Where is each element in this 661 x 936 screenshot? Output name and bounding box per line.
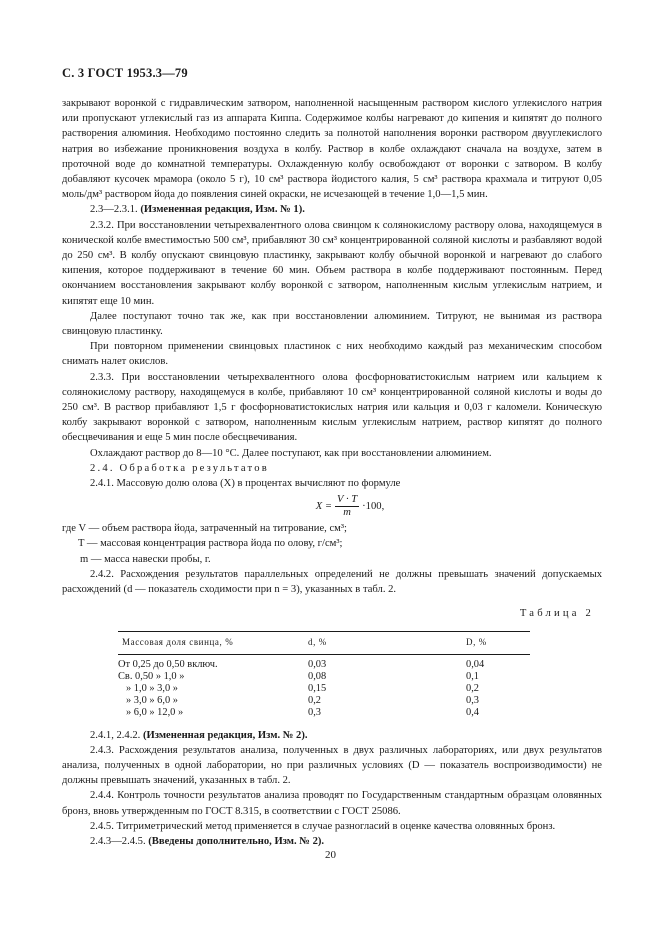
table-cell: 0,08: [308, 670, 327, 682]
formula-rhs: ·100,: [362, 500, 385, 512]
formula: [98, 491, 602, 521]
document-body: [62, 96, 602, 849]
table-cell: » 3,0 » 6,0 »: [126, 695, 178, 707]
table-header-lead: Массовая доля свинца, %: [118, 631, 288, 654]
table-row: [118, 683, 530, 695]
paragraph-2-3-1: [62, 202, 602, 217]
formula-fraction: [335, 494, 359, 519]
table-cell: От 0,25 до 0,50 включ.: [118, 658, 218, 670]
clause-number: 2.4.3—2.4.5.: [90, 835, 149, 847]
table-cell: 0,3: [466, 695, 479, 707]
table-cell: 0,15: [308, 682, 327, 694]
table-cell: 0,3: [308, 707, 321, 719]
table-cell: 0,4: [466, 707, 479, 719]
table-cell: » 1,0 » 3,0 »: [126, 682, 178, 694]
paragraph-plate-reuse: При повторном применении свинцовых пластинок с них необходимо каждый раз механическим способом снимать налет окислов.: [62, 341, 602, 368]
paragraph-2-4-2: 2.4.2. Расхождения результатов параллельных определений не должны превышать значений допускаемых расхождений (d — показатель сходимости при n = 3), указанных в табл. 2.: [62, 568, 602, 596]
paragraph-2-4-5: 2.4.5. Титриметрический метод применяется в случае разногласий в оценке качества оловянных бронз.: [90, 820, 556, 832]
table-cell: 0,2: [308, 695, 321, 707]
table-caption: Таблица 2: [519, 608, 594, 620]
amendment-note: (Измененная редакция, Изм. № 1).: [140, 204, 305, 216]
legend-v: где V — объем раствора йода, затраченный на титрование, см³;: [62, 523, 347, 535]
paragraph-titration-note: Далее поступают точно так же, как при восстановлении алюминием. Титруют, не вынимая из раствора свинцовую пластинку.: [62, 310, 602, 338]
table-cell: » 6,0 » 12,0 »: [126, 707, 184, 719]
section-heading-2-4: 2.4. Обработка результатов: [90, 462, 269, 474]
paragraph-continuation: закрывают воронкой с гидравлическим затвором, наполненной насыщенным раствором кислого углекислого натрия или пропускают углекислый газ из аппарата Киппа. Содержимое колбы нагревают до кипения и кипятят до полного растворения алюминия. Необходимо постоянно следить за полнотой наполнения воронки раствором двууглекислого натрия во избежание проникновения воздуха в колбу. Раствор в колбе охлаждают сначала на воздухе, затем в проточной воде до комнатной температуры. Охлажденную колбу освобождают от воронки с затвором. В колбу добавляют кусочек мрамора (около 5 г), 10 см³ раствора йодистого калия, 5 см³ раствора крахмала и титруют 0,05 моль/дм³ раствором йода до появления синей окраски, не исчезающей в течение 1,0—1,5 мин.: [62, 98, 602, 201]
paragraph-2-4-3: 2.4.3. Расхождения результатов анализа, полученных в двух различных лабораториях, или двух результатов анализа, полученных в одной лаборатории, но при различных условиях (D — показатель воспроизводимости) не должны превышать значений, указанных в табл. 2.: [62, 744, 602, 787]
page-header: С. 3 ГОСТ 1953.3—79: [62, 66, 188, 80]
legend-m: m — масса навески пробы, г.: [80, 553, 211, 565]
formula-lhs: X =: [315, 500, 333, 512]
formula-denominator: m: [343, 506, 351, 518]
clause-number: 2.3—2.3.1.: [90, 204, 141, 216]
spacer: [62, 720, 602, 728]
table-row: [118, 654, 530, 671]
formula-numerator: V · T: [337, 493, 358, 505]
paragraph-2-3-3: 2.3.3. При восстановлении четырехвалентного олова фосфорноватистокислым натрием или кальцием к солянокислому раствору, находящемуся в колбе, прибавляют 10 см³ концентрированной соляной кислоты и воды до 250 см³. В раствор прибавляют 1,5 г фосфорноватистокислых натрия или кальция и 0,03 г каломели. Коническую колбу закрывают воронкой с затвором, наполненным кислым углекислым натрием, раствор кипятят до полного обесцвечивания и еще 5 мин после обесцвечивания.: [62, 371, 602, 444]
table-cell: 0,1: [466, 670, 479, 682]
table-header-D: D, %: [456, 631, 530, 654]
table-cell: 0,2: [466, 682, 479, 694]
paragraph-amend-2-4-1: [62, 728, 602, 743]
table-cell: 0,04: [466, 658, 485, 670]
table-row: [118, 707, 530, 719]
paragraph-2-4-1: 2.4.1. Массовую долю олова (X) в процентах вычисляют по формуле: [90, 478, 401, 490]
paragraph-2-3-2: 2.3.2. При восстановлении четырехвалентного олова свинцом к солянокислому раствору олова, находящемуся в конической колбе вместимостью 500 см³, прибавляют 30 см³ концентрированной соляной кислоты и разбавляют водой до 250 см³. В колбу опускают свинцовую пластинку, закрывают колбу обычной воронкой и нагревают до слабого кипения, которое поддерживают в течение 60 мин. Объем раствора в колбе поддерживают постоянным. Перед окончанием восстановления закрывают колбу воронкой с затвором, наполненным кислым углекислым натрием, и кипятят еще 10 мин.: [62, 219, 602, 307]
page-number: 20: [325, 849, 336, 861]
amendment-note: (Введены дополнительно, Изм. № 2).: [148, 835, 325, 847]
table-header-d: d, %: [288, 631, 456, 654]
paragraph-cooling: Охлаждают раствор до 8—10 °С. Далее поступают, как при восстановлении алюминием.: [90, 447, 492, 459]
table-row: [118, 671, 530, 683]
tolerance-table: [118, 631, 530, 720]
amendment-note: (Измененная редакция, Изм. № 2).: [142, 729, 308, 741]
table-row: [118, 695, 530, 707]
paragraph-2-4-4: 2.4.4. Контроль точности результатов анализа проводят по Государственным стандартным образцам оловянных бронз, вновь утвержденным по ГОСТ 8.315, в соответствии с ГОСТ 25086.: [62, 790, 602, 817]
paragraph-amend-2-4-3: [62, 834, 602, 849]
table-cell: Св. 0,50 » 1,0 »: [118, 670, 185, 682]
legend-t: T — массовая концентрация раствора йода по олову, г/см³;: [78, 538, 343, 550]
table-cell: 0,03: [308, 658, 327, 670]
clause-number: 2.4.1, 2.4.2.: [90, 729, 143, 741]
